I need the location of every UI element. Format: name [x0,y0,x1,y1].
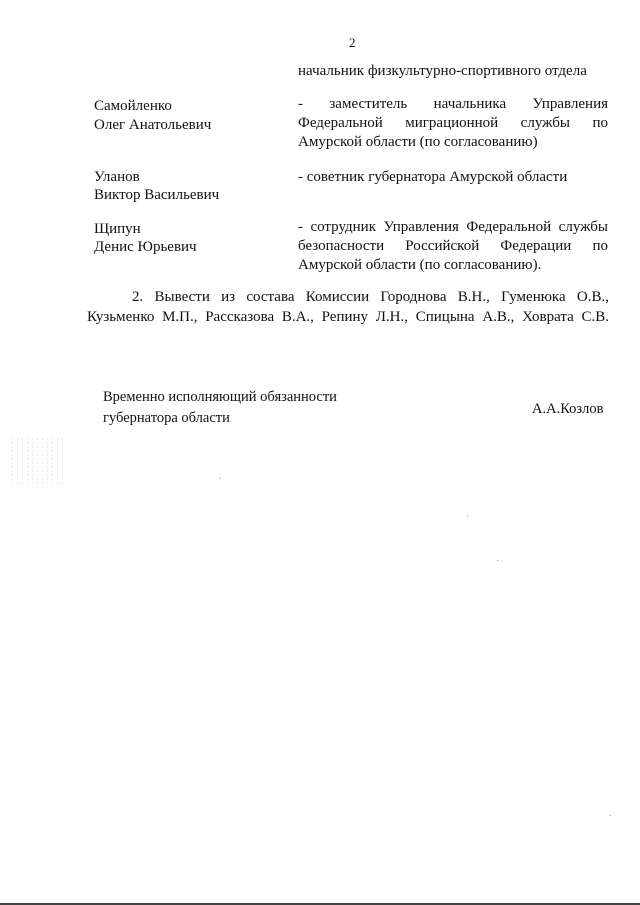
member-role [298,218,608,275]
member-role-line: Амурской области (по согласованию) [298,134,538,150]
scan-speck [610,815,611,816]
member-surname: Щипун [94,221,141,237]
signature-position [103,387,337,429]
item-2-paragraph [87,287,609,327]
member-role-line: - сотрудник Управления Федеральной службы [298,219,608,235]
member-role-line: - советник губернатора Амурской области [298,169,568,185]
member-given-name: Денис Юрьевич [94,239,197,255]
member-surname: Уланов [94,169,140,185]
signature-position-line: Временно исполняющий обязанности [103,389,337,405]
scan-noise [10,437,65,487]
member-surname: Самойленко [94,98,172,114]
scan-speck [220,478,221,479]
paragraph-line: Кузьменко М.П., Рассказова В.А., Репину Л.Н., Спицына А.В., Ховрата С.В. [87,309,609,325]
member-role-line: Амурской области (по согласованию). [298,257,542,273]
scan-speck [497,560,498,561]
member-role [298,166,608,189]
member-role-line: Федеральной миграционной службы по [298,115,608,131]
paragraph-line: 2. Вывести из состава Комиссии Городнова В.Н., Гуменюка О.В., [132,289,609,305]
page-number: 2 [349,35,356,50]
member-role-line: - заместитель начальника Управления [298,96,608,112]
signatory-name: А.А.Козлов [532,401,604,417]
member-given-name: Виктор Васильевич [94,187,220,203]
member-role [298,95,608,152]
signature-position-line: губернатора области [103,410,230,426]
member-given-name: Олег Анатольевич [94,117,212,133]
scan-speck [467,515,468,516]
member-role-line: безопасности Российской Федерации по [298,238,608,254]
continuation-line: начальник физкультурно-спортивного отдела [298,63,587,79]
